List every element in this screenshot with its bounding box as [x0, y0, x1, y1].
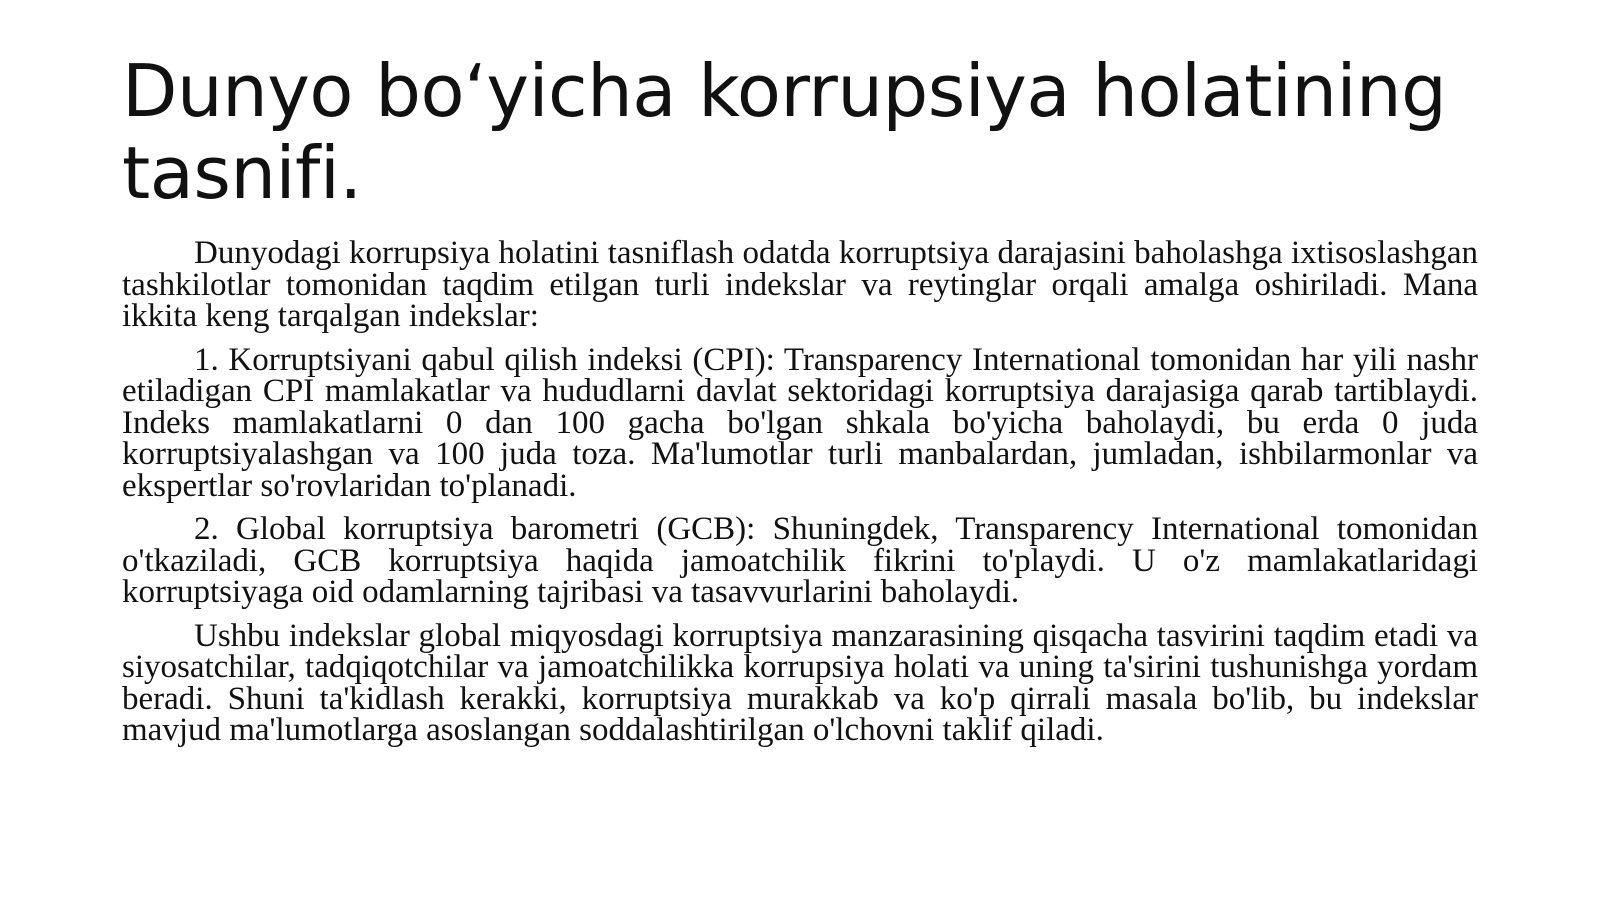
- slide-body: [122, 235, 1478, 759]
- paragraph-conclusion: Ushbu indekslar global miqyosdagi korruptsiya manzarasining qisqacha tasvirini taqdim etadi va siyosatchilar, tadqiqotchilar va jamoatchilikka korrupsiya holati va uning ta'sirini tushunishga yordam beradi. Shuni ta'kidlash kerakki, korruptsiya murakkab va ko'p qirrali masala bo'lib, bu indekslar mavjud ma'lumotlarga asoslangan soddalashtirilgan o'lchovni taklif qiladi.: [122, 617, 1478, 748]
- slide-title: Dunyo bo‘yicha korrupsiya holatining tasnifi.: [122, 49, 1447, 215]
- paragraph-cpi: 1. Korruptsiyani qabul qilish indeksi (CPI): Transparency International tomonidan har yili nashr etiladigan CPI mamlakatlar va hududlarni davlat sektoridagi korruptsiya darajasiga qarab tartiblaydi. Indeks mamlakatlarni 0 dan 100 gacha bo'lgan shkala bo'yicha baholaydi, bu erda 0 juda korruptsiyalashgan va 100 juda toza. Ma'lumotlar turli manbalardan, jumladan, ishbilarmonlar va ekspertlar so'rovlaridan to'planadi.: [122, 341, 1478, 504]
- paragraph-gcb: 2. Global korruptsiya barometri (GCB): Shuningdek, Transparency International tomonidan o'tkaziladi, GCB korruptsiya haqida jamoatchilik fikrini to'playdi. U o'z mamlakatlaridagi korruptsiyaga oid odamlarning tajribasi va tasavvurlarini baholaydi.: [122, 511, 1478, 610]
- paragraph-intro: Dunyodagi korrupsiya holatini tasniflash odatda korruptsiya darajasini baholashga ixtisoslashgan tashkilotlar tomonidan taqdim etilgan turli indekslar va reytinglar orqali amalga oshiriladi. Mana ikkita keng tarqalgan indekslar:: [122, 235, 1478, 334]
